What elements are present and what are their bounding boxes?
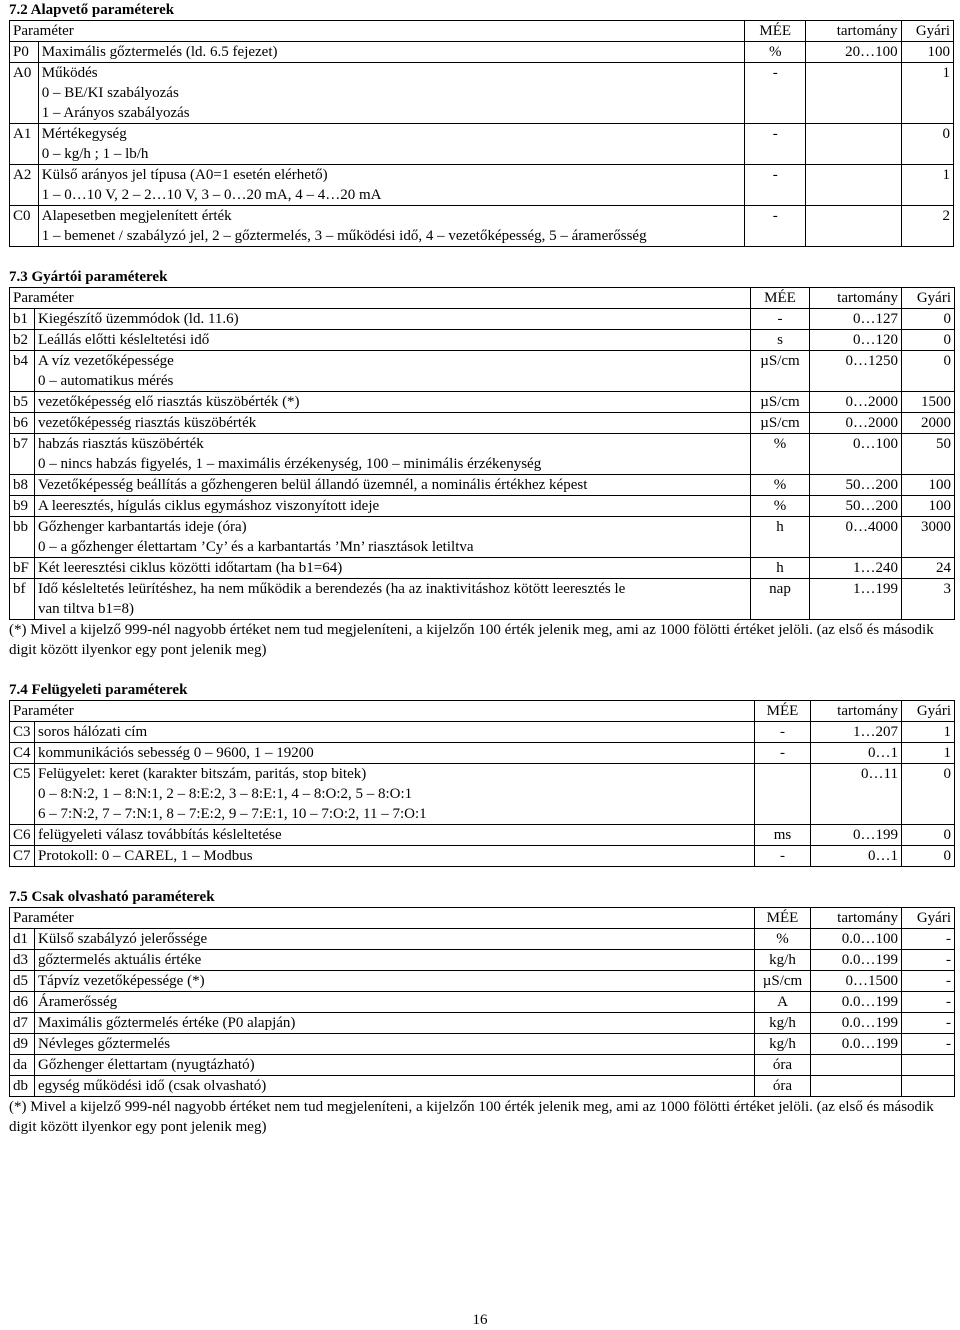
description-line: 0 – BE/KI szabályozás bbox=[41, 85, 179, 101]
param-unit: - bbox=[751, 309, 810, 330]
param-range: 0.0…199 bbox=[811, 950, 902, 971]
header-default: Gyári bbox=[902, 908, 955, 929]
description-line: 0 – kg/h ; 1 – lb/h bbox=[41, 146, 149, 162]
param-range: 0.0…100 bbox=[811, 929, 902, 950]
param-unit: % bbox=[751, 475, 810, 496]
param-default: - bbox=[902, 929, 955, 950]
param-range: 0…1 bbox=[811, 846, 902, 867]
param-code: d9 bbox=[10, 1034, 35, 1055]
param-unit bbox=[755, 764, 811, 825]
description-line: Tápvíz vezetőképessége (*) bbox=[38, 973, 205, 989]
param-code: C4 bbox=[10, 743, 35, 764]
param-default: - bbox=[902, 1034, 955, 1055]
param-code: A1 bbox=[10, 124, 39, 165]
table-row bbox=[10, 764, 955, 825]
table-row bbox=[10, 63, 954, 124]
description-line: 0 – automatikus mérés bbox=[38, 373, 174, 389]
param-default: 100 bbox=[902, 475, 955, 496]
param-description bbox=[35, 517, 751, 558]
table-row bbox=[10, 846, 955, 867]
param-unit: h bbox=[751, 517, 810, 558]
param-range: 0…1250 bbox=[810, 351, 902, 392]
param-code: C6 bbox=[10, 825, 35, 846]
description-line: 0 – nincs habzás figyelés, 1 – maximális érzékenység, 100 – minimális érzékenység bbox=[38, 456, 542, 472]
param-default: 0 bbox=[902, 846, 955, 867]
description-line: kommunikációs sebesség 0 – 9600, 1 – 19200 bbox=[38, 745, 314, 761]
description-line: 1 – 0…10 V, 2 – 2…10 V, 3 – 0…20 mA, 4 – 4…20 mA bbox=[41, 187, 382, 203]
header-parameter: Paraméter bbox=[10, 288, 751, 309]
param-range: 1…207 bbox=[811, 722, 902, 743]
param-default: 1500 bbox=[902, 392, 955, 413]
param-default: 2000 bbox=[902, 413, 955, 434]
header-range: tartomány bbox=[811, 908, 902, 929]
spacer bbox=[9, 660, 954, 680]
param-default: - bbox=[902, 950, 955, 971]
param-description bbox=[35, 764, 755, 825]
param-unit: nap bbox=[751, 579, 810, 620]
param-range: 0…127 bbox=[810, 309, 902, 330]
param-code: d1 bbox=[10, 929, 35, 950]
description-line: Felügyelet: keret (karakter bitszám, paritás, stop bitek) bbox=[38, 766, 367, 782]
param-code: C3 bbox=[10, 722, 35, 743]
description-line: 0 – a gőzhenger élettartam ’Cy’ és a karbantartás ’Mn’ riasztások letiltva bbox=[38, 539, 474, 555]
description-line: Külső arányos jel típusa (A0=1 esetén elérhető) bbox=[41, 167, 328, 183]
param-description bbox=[35, 825, 755, 846]
param-description bbox=[35, 992, 755, 1013]
parameter-table-supervisory bbox=[9, 700, 955, 867]
param-description bbox=[35, 1055, 755, 1076]
param-unit: µS/cm bbox=[751, 392, 810, 413]
table-header-row bbox=[10, 288, 955, 309]
section-title: 7.3 Gyártói paraméterek bbox=[9, 269, 168, 285]
section-title: 7.2 Alapvető paraméterek bbox=[9, 2, 175, 18]
header-range: tartomány bbox=[806, 21, 902, 42]
table-row bbox=[10, 434, 955, 475]
table-row bbox=[10, 309, 955, 330]
param-default: 3 bbox=[902, 579, 955, 620]
param-unit: µS/cm bbox=[751, 413, 810, 434]
param-default: - bbox=[902, 971, 955, 992]
param-code: bb bbox=[10, 517, 35, 558]
param-code: C0 bbox=[10, 206, 39, 247]
description-line: 0 – 8:N:2, 1 – 8:N:1, 2 – 8:E:2, 3 – 8:E:1, 4 – 8:O:2, 5 – 8:O:1 bbox=[38, 786, 413, 802]
table-row bbox=[10, 351, 955, 392]
table-row bbox=[10, 517, 955, 558]
section-7-5 bbox=[9, 887, 954, 1137]
table-row bbox=[10, 496, 955, 517]
param-code: d7 bbox=[10, 1013, 35, 1034]
param-range: 0…4000 bbox=[810, 517, 902, 558]
description-line: Alapesetben megjelenített érték bbox=[41, 208, 232, 224]
table-row bbox=[10, 1013, 955, 1034]
table-header-row bbox=[10, 21, 954, 42]
param-unit: - bbox=[755, 743, 811, 764]
param-range bbox=[806, 63, 902, 124]
description-line: A leeresztés, hígulás ciklus egymáshoz viszonyított ideje bbox=[38, 498, 380, 514]
description-line: soros hálózati cím bbox=[38, 724, 148, 740]
param-code: bF bbox=[10, 558, 35, 579]
table-row bbox=[10, 992, 955, 1013]
param-default: 50 bbox=[902, 434, 955, 475]
header-default: Gyári bbox=[901, 21, 953, 42]
param-description bbox=[35, 929, 755, 950]
param-unit: - bbox=[755, 846, 811, 867]
param-range: 0.0…199 bbox=[811, 992, 902, 1013]
param-unit: % bbox=[755, 929, 811, 950]
param-code: b4 bbox=[10, 351, 35, 392]
table-row bbox=[10, 971, 955, 992]
param-code: C5 bbox=[10, 764, 35, 825]
param-code: b6 bbox=[10, 413, 35, 434]
header-range: tartomány bbox=[811, 701, 902, 722]
param-range bbox=[811, 1055, 902, 1076]
header-default: Gyári bbox=[902, 701, 955, 722]
spacer bbox=[9, 247, 954, 267]
param-default: - bbox=[902, 1013, 955, 1034]
param-code: b9 bbox=[10, 496, 35, 517]
param-range: 1…199 bbox=[810, 579, 902, 620]
description-line: Maximális gőztermelés (ld. 6.5 fejezet) bbox=[41, 44, 278, 60]
param-description bbox=[35, 971, 755, 992]
param-range: 0…120 bbox=[810, 330, 902, 351]
param-range: 1…240 bbox=[810, 558, 902, 579]
param-unit: - bbox=[745, 206, 806, 247]
param-range: 0…199 bbox=[811, 825, 902, 846]
header-default: Gyári bbox=[902, 288, 955, 309]
table-row bbox=[10, 558, 955, 579]
description-line: Két leeresztési ciklus közötti időtartam (ha b1=64) bbox=[38, 560, 343, 576]
table-row bbox=[10, 579, 955, 620]
page-number: 16 bbox=[472, 1312, 488, 1328]
param-unit: óra bbox=[755, 1055, 811, 1076]
param-code: db bbox=[10, 1076, 35, 1097]
param-unit: kg/h bbox=[755, 950, 811, 971]
param-description bbox=[38, 206, 745, 247]
param-range: 50…200 bbox=[810, 475, 902, 496]
footnote: (*) Mivel a kijelző 999-nél nagyobb értéket nem tud megjeleníteni, a kijelzőn 100 érték jelenik meg, ami az 1000 fölötti értéket jelöli. (az első és második digit között ilyenkor egy pont jelenik meg) bbox=[9, 622, 934, 658]
description-line: Működés bbox=[41, 65, 98, 81]
description-line: gőztermelés aktuális értéke bbox=[38, 952, 202, 968]
param-default: 1 bbox=[902, 722, 955, 743]
param-unit: h bbox=[751, 558, 810, 579]
table-row bbox=[10, 165, 954, 206]
param-unit: ms bbox=[755, 825, 811, 846]
description-line: 1 – bemenet / szabályzó jel, 2 – gőztermelés, 3 – működési idő, 4 – vezetőképesség, 5 – áramerősség bbox=[41, 228, 647, 244]
header-parameter: Paraméter bbox=[10, 908, 755, 929]
param-code: d5 bbox=[10, 971, 35, 992]
description-line: Áramerősség bbox=[38, 994, 118, 1010]
table-row bbox=[10, 124, 954, 165]
param-code: b7 bbox=[10, 434, 35, 475]
param-default bbox=[902, 1055, 955, 1076]
param-default: 1 bbox=[902, 743, 955, 764]
param-code: d6 bbox=[10, 992, 35, 1013]
header-mee: MÉE bbox=[751, 288, 810, 309]
param-range: 0.0…199 bbox=[811, 1013, 902, 1034]
param-description bbox=[35, 579, 751, 620]
param-unit: - bbox=[755, 722, 811, 743]
param-description bbox=[35, 1013, 755, 1034]
param-unit: A bbox=[755, 992, 811, 1013]
param-unit: % bbox=[751, 434, 810, 475]
description-line: Leállás előtti késleltetési idő bbox=[38, 332, 210, 348]
param-range: 0…100 bbox=[810, 434, 902, 475]
table-row bbox=[10, 392, 955, 413]
param-description bbox=[35, 496, 751, 517]
param-default: 100 bbox=[902, 496, 955, 517]
table-header-row bbox=[10, 701, 955, 722]
section-title: 7.5 Csak olvasható paraméterek bbox=[9, 889, 215, 905]
param-unit: µS/cm bbox=[755, 971, 811, 992]
param-code: A2 bbox=[10, 165, 39, 206]
param-default: 0 bbox=[902, 764, 955, 825]
section-7-3 bbox=[9, 267, 954, 660]
table-row bbox=[10, 1076, 955, 1097]
param-description bbox=[35, 722, 755, 743]
table-row bbox=[10, 330, 955, 351]
param-range bbox=[806, 206, 902, 247]
param-default: 100 bbox=[901, 42, 953, 63]
param-description bbox=[35, 1034, 755, 1055]
table-row bbox=[10, 722, 955, 743]
param-code: b2 bbox=[10, 330, 35, 351]
param-default bbox=[902, 1076, 955, 1097]
param-unit: kg/h bbox=[755, 1013, 811, 1034]
param-unit: - bbox=[745, 124, 806, 165]
description-line: 6 – 7:N:2, 7 – 7:N:1, 8 – 7:E:2, 9 – 7:E:1, 10 – 7:O:2, 11 – 7:O:1 bbox=[38, 806, 427, 822]
table-row bbox=[10, 206, 954, 247]
param-code: C7 bbox=[10, 846, 35, 867]
param-default: - bbox=[902, 992, 955, 1013]
param-default: 0 bbox=[901, 124, 953, 165]
param-default: 0 bbox=[902, 330, 955, 351]
param-unit: s bbox=[751, 330, 810, 351]
param-range: 0…11 bbox=[811, 764, 902, 825]
param-unit: óra bbox=[755, 1076, 811, 1097]
param-range: 0…1 bbox=[811, 743, 902, 764]
param-range bbox=[806, 165, 902, 206]
param-code: b8 bbox=[10, 475, 35, 496]
header-mee: MÉE bbox=[755, 701, 811, 722]
param-code: d3 bbox=[10, 950, 35, 971]
footnote: (*) Mivel a kijelző 999-nél nagyobb értéket nem tud megjeleníteni, a kijelzőn 100 érték jelenik meg, ami az 1000 fölötti értéket jelöli. (az első és második digit között ilyenkor egy pont jelenik meg) bbox=[9, 1099, 934, 1135]
param-default: 3000 bbox=[902, 517, 955, 558]
description-line: Mértékegység bbox=[41, 126, 127, 142]
description-line: vezetőképesség riasztás küszöbérték bbox=[38, 415, 257, 431]
header-range: tartomány bbox=[810, 288, 902, 309]
description-line: felügyeleti válasz továbbítás késleltetése bbox=[38, 827, 282, 843]
description-line: 1 – Arányos szabályozás bbox=[41, 105, 190, 121]
description-line: Idő késleltetés leürítéshez, ha nem működik a berendezés (ha az inaktivitáshoz kötött leeresztés le bbox=[38, 581, 626, 597]
table-row bbox=[10, 825, 955, 846]
param-unit: % bbox=[751, 496, 810, 517]
description-line: Gőzhenger élettartam (nyugtázható) bbox=[38, 1057, 255, 1073]
param-description bbox=[35, 434, 751, 475]
param-unit: kg/h bbox=[755, 1034, 811, 1055]
param-code: b5 bbox=[10, 392, 35, 413]
description-line: Névleges gőztermelés bbox=[38, 1036, 171, 1052]
param-description bbox=[35, 392, 751, 413]
description-line: Maximális gőztermelés értéke (P0 alapján) bbox=[38, 1015, 296, 1031]
param-description bbox=[35, 743, 755, 764]
param-description bbox=[35, 413, 751, 434]
param-range: 50…200 bbox=[810, 496, 902, 517]
param-description bbox=[38, 124, 745, 165]
description-line: egység működési idő (csak olvasható) bbox=[38, 1078, 267, 1094]
param-unit: - bbox=[745, 63, 806, 124]
table-row bbox=[10, 950, 955, 971]
table-row bbox=[10, 413, 955, 434]
param-default: 0 bbox=[902, 825, 955, 846]
description-line: Kiegészítő üzemmódok (ld. 11.6) bbox=[38, 311, 239, 327]
header-parameter: Paraméter bbox=[10, 701, 755, 722]
param-range: 20…100 bbox=[806, 42, 902, 63]
param-default: 0 bbox=[902, 351, 955, 392]
header-mee: MÉE bbox=[755, 908, 811, 929]
document-page bbox=[9, 0, 954, 1137]
table-header-row bbox=[10, 908, 955, 929]
header-mee: MÉE bbox=[745, 21, 806, 42]
description-line: habzás riasztás küszöbérték bbox=[38, 436, 204, 452]
param-description bbox=[38, 63, 745, 124]
param-unit: - bbox=[745, 165, 806, 206]
param-range: 0…2000 bbox=[810, 392, 902, 413]
description-line: A víz vezetőképessége bbox=[38, 353, 174, 369]
param-description bbox=[35, 351, 751, 392]
parameter-table-manufacturer bbox=[9, 287, 955, 620]
param-code: da bbox=[10, 1055, 35, 1076]
parameter-table-readonly bbox=[9, 907, 955, 1097]
section-7-2 bbox=[9, 0, 954, 247]
table-row bbox=[10, 42, 954, 63]
table-row bbox=[10, 475, 955, 496]
param-unit: µS/cm bbox=[751, 351, 810, 392]
param-description bbox=[35, 475, 751, 496]
param-range: 0…1500 bbox=[811, 971, 902, 992]
section-title: 7.4 Felügyeleti paraméterek bbox=[9, 682, 188, 698]
param-code: A0 bbox=[10, 63, 39, 124]
description-line: Külső szabályzó jelerőssége bbox=[38, 931, 208, 947]
header-parameter: Paraméter bbox=[10, 21, 745, 42]
param-code: P0 bbox=[10, 42, 39, 63]
description-line: Gőzhenger karbantartás ideje (óra) bbox=[38, 519, 247, 535]
table-row bbox=[10, 929, 955, 950]
param-range bbox=[811, 1076, 902, 1097]
param-description bbox=[35, 1076, 755, 1097]
param-default: 24 bbox=[902, 558, 955, 579]
param-range bbox=[806, 124, 902, 165]
param-default: 1 bbox=[901, 165, 953, 206]
param-description bbox=[35, 309, 751, 330]
param-description bbox=[35, 330, 751, 351]
param-code: bf bbox=[10, 579, 35, 620]
table-row bbox=[10, 1055, 955, 1076]
table-row bbox=[10, 743, 955, 764]
description-line: van tiltva b1=8) bbox=[38, 601, 134, 617]
param-description bbox=[38, 42, 745, 63]
description-line: Vezetőképesség beállítás a gőzhengeren belül állandó üzemnél, a nominális értékhez képest bbox=[38, 477, 588, 493]
param-description bbox=[35, 846, 755, 867]
table-row bbox=[10, 1034, 955, 1055]
section-7-4 bbox=[9, 680, 954, 867]
param-default: 1 bbox=[901, 63, 953, 124]
param-description bbox=[35, 558, 751, 579]
parameter-table-basic bbox=[9, 20, 954, 247]
param-description bbox=[38, 165, 745, 206]
param-description bbox=[35, 950, 755, 971]
description-line: vezetőképesség elő riasztás küszöbérték (*) bbox=[38, 394, 300, 410]
param-default: 0 bbox=[902, 309, 955, 330]
spacer bbox=[9, 867, 954, 887]
param-unit: % bbox=[745, 42, 806, 63]
param-code: b1 bbox=[10, 309, 35, 330]
param-default: 2 bbox=[901, 206, 953, 247]
param-range: 0.0…199 bbox=[811, 1034, 902, 1055]
description-line: Protokoll: 0 – CAREL, 1 – Modbus bbox=[38, 848, 253, 864]
param-range: 0…2000 bbox=[810, 413, 902, 434]
